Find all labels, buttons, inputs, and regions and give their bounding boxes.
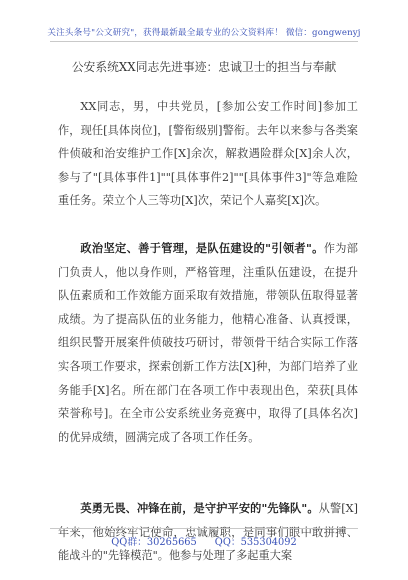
paragraph-vanguard	[58, 497, 358, 568]
footer	[0, 534, 408, 548]
paragraph-2-lead: 政治坚定、善于管理，是队伍建设的"引领者"。	[80, 241, 324, 255]
footer-divider	[50, 528, 358, 529]
footer-qq-contact: QQ：535304092	[214, 537, 297, 548]
paragraph-3-text: 从警[X]年来，他始终牢记使命，忠诚履职，是同事们眼中敢拼搏、能战斗的"先锋模范"。他参与处理了多起重大案	[58, 502, 358, 563]
paragraph-3-lead: 英勇无畏、冲锋在前，是守护平安的"先锋队"。	[80, 501, 319, 515]
paragraph-leadership	[58, 237, 358, 449]
document-title: 公安系统XX同志先进事迹：忠诚卫士的担当与奉献	[71, 60, 337, 74]
paragraph-2-text: 作为部门负责人，他以身作则，严格管理，注重队伍建设，在提升队伍素质和工作效能方面采取有效措施，带领队伍取得显著成绩。为了提高队伍的业务能力，他精心准备、认真授课，组织民警开展案件侦破技巧研讨，带领骨干结合实际工作落实各项工作要求，探索创新工作方法[X]种，为部门培养了业务能手[X]名。所在部门在各项工作中表现出色，荣获[具体荣誉称号]。在全市公安系统业务竞赛中，取得了[具体名次]的优异成绩，圆满完成了各项工作任务。	[58, 242, 358, 444]
footer-qq-group: QQ群：30265665	[111, 537, 197, 548]
paragraph-intro	[58, 95, 358, 213]
header-divider	[50, 41, 358, 42]
header-banner: 关注头条号"公文研究"，获得最新最全最专业的公文资料库！ 微信：gongwenyj	[47, 28, 361, 38]
paragraph-1-text: XX同志，男，中共党员，[参加公安工作时间]参加工作，现任[具体岗位]，[警衔级别]警衔。去年以来参与各类案件侦破和治安维护工作[X]余次，解救遇险群众[X]余人次，参与了"[具体事件1]""[具体事件2]""[具体事件3]"等急难险重任务。荣立个人三等功[X]次，荣记个人嘉奖[X]次。	[58, 100, 358, 208]
